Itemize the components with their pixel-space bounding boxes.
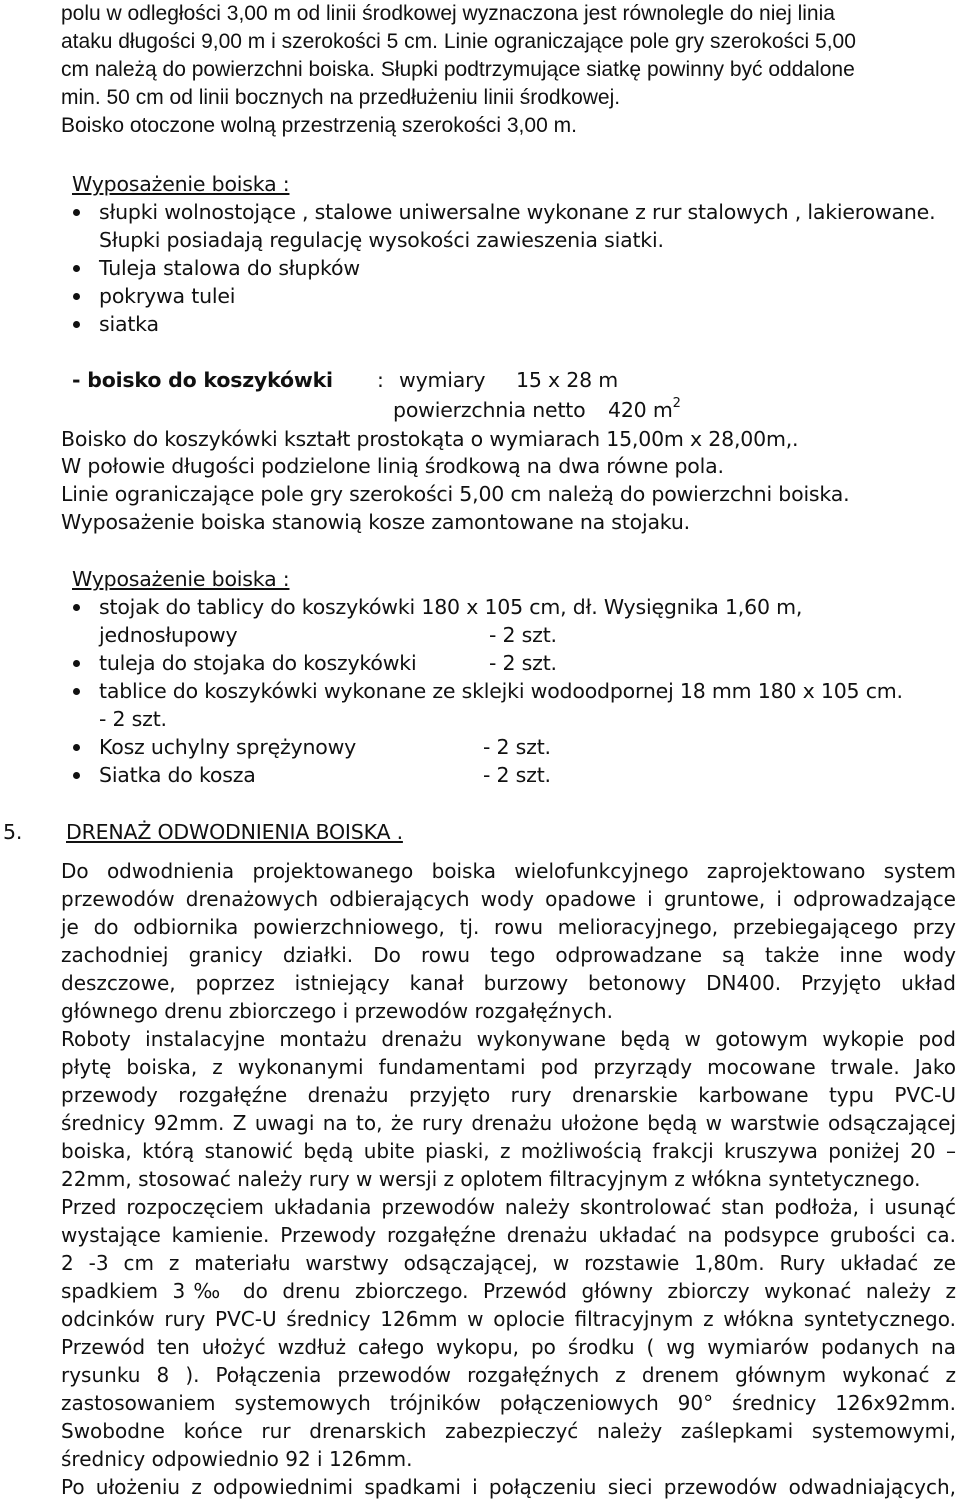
drainage-line: rysunku 8 ). Połączenia przewodów rozgałęźnych z drenem głównym wykonać z [61,1363,956,1387]
basketball-desc-4: Wyposażenie boiska stanowią kosze zamontowane na stojaku. [61,510,690,534]
drainage-line: płytę boiska, z wykonanymi fundamentami pod przyrządy mocowane trwale. Jako [61,1055,956,1079]
basketball-area-label: powierzchnia netto [393,398,586,422]
drainage-line: je do odbiornika powierzchniowego, tj. rowu melioracyjnego, przebiegającego przy [61,915,956,939]
basket-equipment-heading: Wyposażenie boiska : [72,567,290,591]
drainage-line: odcinków rury PVC-U średnicy 126mm w oplocie filtracyjnym z włókna syntetycznego. [61,1307,956,1331]
drainage-line: Do odwodnienia projektowanego boiska wielofunkcyjnego zaprojektowano system [61,859,956,883]
basket-item-2: tuleja do stojaka do koszykówki [99,651,417,675]
drainage-line: średnicy 92mm. Z uwagi na to, że rury drenażu ułożone będą w warstwie odsączającej [61,1111,956,1135]
basketball-desc-3: Linie ograniczające pole gry szerokości 5,00 cm należą do powierzchni boiska. [61,482,850,506]
basket-item-3: tablice do koszykówki wykonane ze sklejki wodoodpornej 18 mm 180 x 105 cm. [99,679,903,703]
intro-line-3: cm należą do powierzchni boiska. Słupki podtrzymujące siatkę powinny być oddalone [61,58,855,81]
basketball-area-value: 420 $m^2$ [608,396,681,422]
basketball-desc-2: W połowie długości podzielone linią środkową na dwa równe pola. [61,454,724,478]
basket-item-1-cont: jednosłupowy [99,623,238,647]
drainage-line: średnicy odpowiednio 92 i 126mm. [61,1447,413,1471]
drainage-line: spadkiem 3‰ do drenu zbiorczego. Przewód główny zbiorczy wykonać należy z [61,1279,956,1303]
volley-item-3: pokrywa tulei [99,284,236,308]
bullet-icon [73,772,80,779]
section-number: 5. [3,820,23,844]
basket-item-1-qty: - 2 szt. [489,623,557,647]
basket-item-1: stojak do tablicy do koszykówki 180 x 105 cm, dł. Wysięgnika 1,60 m, [99,595,803,619]
bullet-icon [73,660,80,667]
volley-item-1: słupki wolnostojące , stalowe uniwersalne wykonane z rur stalowych , lakierowane. [99,200,936,224]
bullet-icon [73,604,80,611]
volley-equipment-heading: Wyposażenie boiska : [72,172,290,196]
drainage-line: Roboty instalacyjne montażu drenażu wykonywane będą w gotowym wykopie pod [61,1027,956,1051]
basketball-desc-1: Boisko do koszykówki kształt prostokąta o wymiarach 15,00m x 28,00m,. [61,427,799,451]
drainage-line: Po ułożeniu z odpowiednimi spadkami i połączeniu sieci przewodów odwadniających, [61,1475,956,1499]
drainage-line: przewody rozgałęźne drenażu przyjęto rury drenarskie karbowane typu PVC-U [61,1083,956,1107]
drainage-line: zachodniej granicy działki. Do rowu tego odprowadzane są także inne wody [61,943,956,967]
drainage-line: Przed rozpoczęciem układania przewodów należy skontrolować stan podłoża, i usunąć [61,1195,956,1219]
bullet-icon [73,688,80,695]
intro-line-2: ataku długości 9,00 m i szerokości 5 cm. Linie ograniczające pole gry szerokości 5,00 [61,30,856,53]
intro-line-4: min. 50 cm od linii bocznych na przedłużeniu linii środkowej. [61,86,621,109]
volley-item-2: Tuleja stalowa do słupków [99,256,360,280]
drainage-line: boiska, którą stanowić będą ubite piaski, z możliwością frakcji kruszywa poniżej 20 – [61,1139,956,1163]
basket-item-3-qty: - 2 szt. [99,707,167,731]
basket-item-2-qty: - 2 szt. [489,651,557,675]
bullet-icon [73,209,80,216]
basketball-dim-label: wymiary [399,368,486,392]
drainage-line: przewodów drenażowych odbierających wody opadowe i gruntowe, i odprowadzające [61,887,956,911]
basket-item-4: Kosz uchylny sprężynowy [99,735,357,759]
intro-line-1: polu w odległości 3,00 m od linii środkowej wyznaczona jest równolegle do niej linia [61,2,835,25]
bullet-icon [73,293,80,300]
drainage-line: wystające kamienie. Przewody rozgałęźne drenażu układać na podsypce grubości ca. [61,1223,956,1247]
bullet-icon [73,265,80,272]
drainage-line: głównego drenu zbiorczego i przewodów rozgałęźnych. [61,999,613,1023]
basket-item-5-qty: - 2 szt. [483,763,551,787]
drainage-line: 22mm, stosować należy rury w wersji z oplotem filtracyjnym z włókna syntetycznego. [61,1167,921,1191]
basket-item-4-qty: - 2 szt. [483,735,551,759]
section-title: DRENAŻ ODWODNIENIA BOISKA . [66,820,403,844]
bullet-icon [73,744,80,751]
basketball-colon: : [377,368,384,392]
basketball-title: - boisko do koszykówki [72,368,333,392]
volley-item-1-cont: Słupki posiadają regulację wysokości zawieszenia siatki. [99,228,664,252]
bullet-icon [73,321,80,328]
basketball-dim-value: 15 x 28 m [516,368,619,392]
drainage-line: Swobodne końce rur drenarskich zabezpieczyć należy zaślepkami systemowymi, [61,1419,956,1443]
drainage-line: zastosowaniem systemowych trójników połączeniowych 90° średnicy 126x92mm. [61,1391,956,1415]
basket-item-5: Siatka do kosza [99,763,256,787]
intro-line-5: Boisko otoczone wolną przestrzenią szerokości 3,00 m. [61,114,577,137]
volley-item-4: siatka [99,312,159,336]
drainage-line: Przewód ten ułożyć wzdłuż całego wykopu, po środku ( wg wymiarów podanych na [61,1335,956,1359]
drainage-line: deszczowe, poprzez istniejący kanał burzowy betonowy DN400. Przyjęto układ [61,971,956,995]
drainage-line: 2 -3 cm z materiału warstwy odsączającej, w rozstawie 1,80m. Rury układać ze [61,1251,956,1275]
